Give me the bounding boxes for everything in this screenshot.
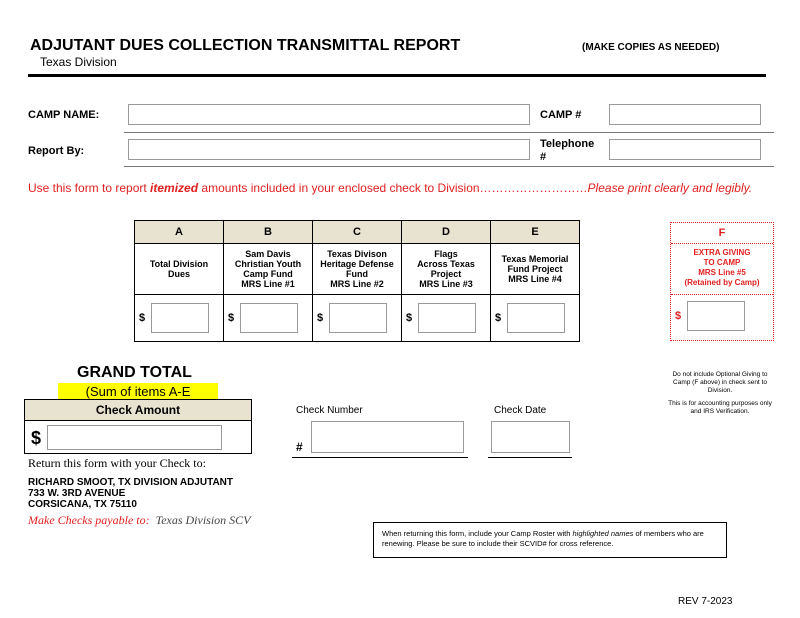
check-date-underline — [488, 457, 572, 458]
dollar-sign: $ — [317, 312, 324, 324]
form-title: ADJUTANT DUES COLLECTION TRANSMITTAL REPORT — [30, 37, 461, 54]
camp-name-field[interactable] — [128, 104, 530, 125]
telephone-field[interactable] — [609, 139, 761, 160]
check-number-label: Check Number — [296, 405, 363, 416]
camp-name-label: CAMP NAME: — [28, 109, 100, 121]
sum-note: (Sum of items A-E — [58, 383, 218, 400]
check-number-underline — [292, 457, 468, 458]
camp-number-field[interactable] — [609, 104, 761, 125]
amount-cell-d — [402, 295, 491, 342]
amount-field-d[interactable] — [418, 303, 476, 333]
column-letter: B — [224, 221, 313, 244]
dollar-sign: $ — [139, 312, 146, 324]
column-letter: F — [671, 223, 773, 244]
grand-total-heading: GRAND TOTAL — [77, 364, 192, 381]
payable-line: Make Checks payable to: Texas Division SCV — [28, 513, 251, 527]
column-description: Sam Davis Christian Youth Camp Fund MRS Line #1 — [224, 244, 313, 295]
amount-field-c[interactable] — [329, 303, 387, 333]
dollar-sign: $ — [406, 312, 413, 324]
check-date-label: Check Date — [494, 405, 547, 416]
side-note-text: Do not include Optional Giving to Camp (F above) in check sent to Division. — [672, 371, 768, 394]
copies-note: (MAKE COPIES AS NEEDED) — [582, 42, 720, 53]
instruction-notice: Use this form to report itemized amounts included in your enclosed check to Division………………………Please print clearly and legibly. — [28, 181, 753, 195]
check-date-field[interactable] — [491, 421, 570, 453]
check-amount-label: Check Amount — [25, 400, 251, 421]
amount-cell-f — [671, 295, 773, 331]
fund-table — [134, 220, 580, 342]
dollar-sign: $ — [675, 310, 682, 322]
address-street: 733 W. 3RD AVENUE — [28, 488, 126, 499]
division-subtitle: Texas Division — [40, 55, 117, 69]
dollar-sign: $ — [228, 312, 235, 324]
column-description: Total Division Dues — [135, 244, 224, 295]
amount-field-a[interactable] — [151, 303, 209, 333]
extra-giving-box — [670, 222, 774, 341]
amount-cell-e — [491, 295, 580, 342]
amount-cell-c — [313, 295, 402, 342]
amount-cell-b — [224, 295, 313, 342]
check-amount-field[interactable] — [47, 425, 222, 450]
amount-cell-a — [135, 295, 224, 342]
report-by-field[interactable] — [128, 139, 530, 160]
side-note-text: This is for accounting purposes only and IRS Verification. — [668, 400, 772, 415]
check-number-field[interactable] — [311, 421, 464, 453]
column-letter: C — [313, 221, 402, 244]
divider-line — [124, 132, 774, 133]
address-name: RICHARD SMOOT, TX DIVISION ADJUTANT — [28, 477, 234, 488]
column-description: Texas Memorial Fund Project MRS Line #4 — [491, 244, 580, 295]
divider-line — [124, 166, 774, 167]
revision-label: REV 7-2023 — [678, 596, 733, 607]
side-note — [665, 371, 775, 416]
roster-note-box: When returning this form, include your Camp Roster with highlighted names of members who are renewing. Please be sure to include their SCVID# for cross reference. — [373, 522, 727, 558]
amount-field-f[interactable] — [687, 301, 745, 331]
return-instruction: Return this form with your Check to: — [28, 456, 206, 470]
column-letter: A — [135, 221, 224, 244]
column-letter: D — [402, 221, 491, 244]
column-description: Texas Divison Heritage Defense Fund MRS Line #2 — [313, 244, 402, 295]
dollar-sign: $ — [495, 312, 502, 324]
address-city: CORSICANA, TX 75110 — [28, 499, 137, 510]
check-amount-box — [24, 399, 252, 454]
dollar-sign: $ — [31, 428, 42, 448]
amount-field-e[interactable] — [507, 303, 565, 333]
check-number-hash: # — [296, 440, 303, 454]
column-letter: E — [491, 221, 580, 244]
column-description: Flags Across Texas Project MRS Line #3 — [402, 244, 491, 295]
telephone-label: Telephone # — [540, 138, 595, 163]
column-description: EXTRA GIVING TO CAMP MRS Line #5 (Retained by Camp) — [671, 244, 773, 295]
report-by-label: Report By: — [28, 145, 85, 157]
amount-field-b[interactable] — [240, 303, 298, 333]
return-address — [28, 477, 233, 510]
header-rule — [28, 74, 766, 77]
camp-number-label: CAMP # — [540, 109, 582, 121]
